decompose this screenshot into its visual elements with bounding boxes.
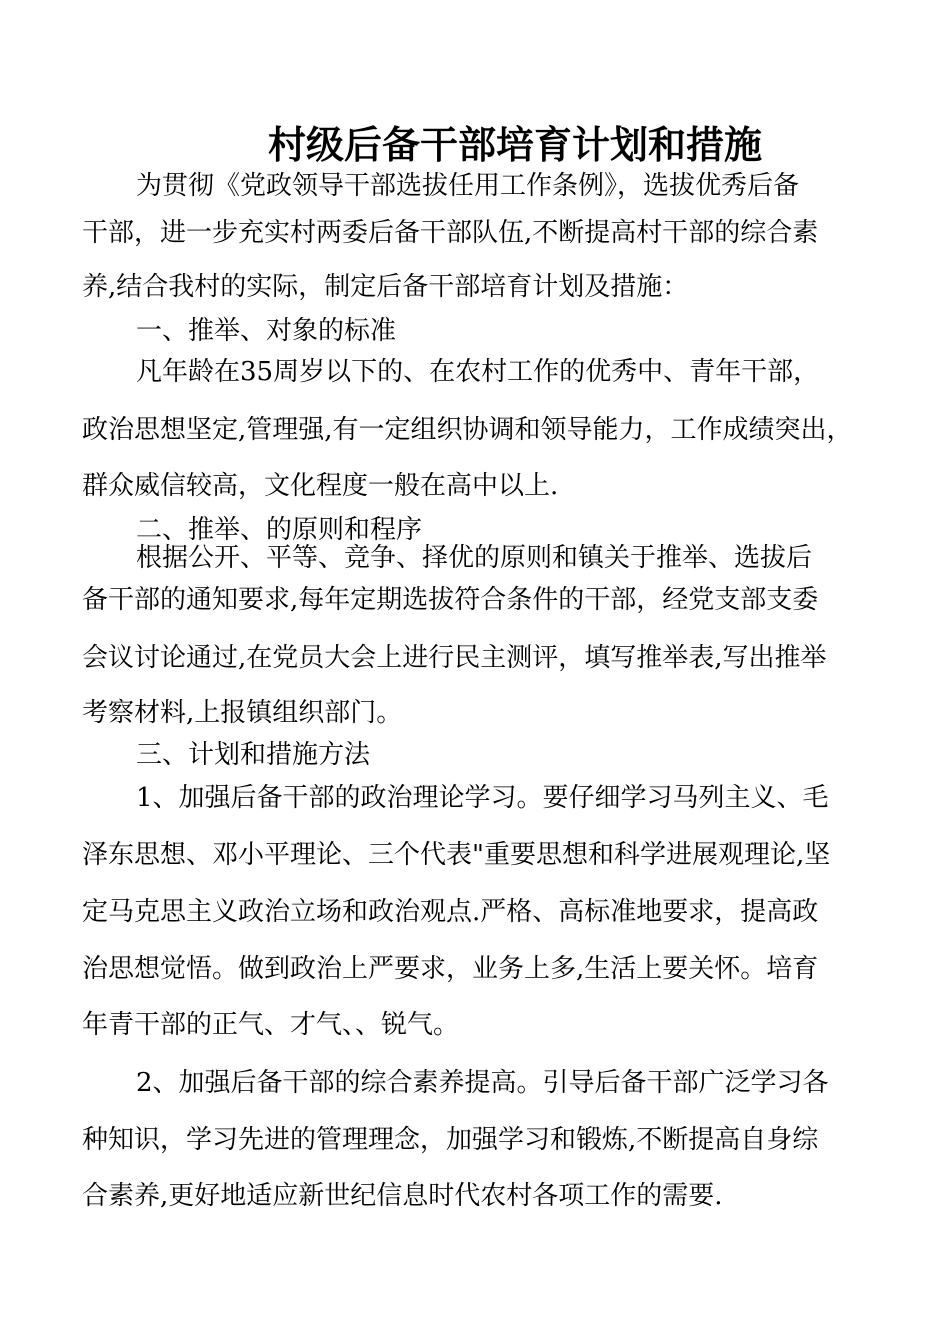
paragraph-line: 凡年龄在35周岁以下的、在农村工作的优秀中、青年干部，	[136, 357, 820, 387]
paragraph-line: 养,结合我村的实际，制定后备干部培育计划及措施：	[82, 272, 689, 302]
paragraph-line: 治思想觉悟。做到政治上严要求，业务上多,生活上要关怀。培育	[82, 954, 819, 984]
section-heading-1: 一、推举、对象的标准	[136, 316, 397, 346]
paragraph-line: 为贯彻《党政领导干部选拔任用工作条例》，选拔优秀后备	[136, 171, 800, 201]
paragraph-line: 种知识，学习先进的管理理念，加强学习和锻炼,不断提高自身综	[82, 1125, 819, 1155]
paragraph-line: 根据公开、平等、竞争、择优的原则和镇关于推举、选拔后	[136, 543, 813, 573]
paragraph-line: 2、加强后备干部的综合素养提高。引导后备干部广泛学习各	[136, 1068, 829, 1098]
section-heading-3: 三、计划和措施方法	[136, 740, 371, 770]
paragraph-line: 会议讨论通过,在党员大会上进行民主测评，填写推举表,写出推举	[82, 643, 827, 673]
paragraph-line: 泽东思想、邓小平理论、三个代表"重要思想和科学进展观理论,坚	[82, 840, 831, 870]
paragraph-line: 合素养,更好地适应新世纪信息时代农村各项工作的需要.	[82, 1181, 723, 1211]
paragraph-line: 群众威信较高，文化程度一般在高中以上.	[82, 471, 559, 501]
paragraph-line: 考察材料,上报镇组织部门。	[82, 698, 403, 728]
paragraph-line: 政治思想坚定,管理强,有一定组织协调和领导能力，工作成绩突出，	[82, 415, 853, 445]
paragraph-line: 干部，进一步充实村两委后备干部队伍,不断提高村干部的综合素	[82, 218, 819, 248]
paragraph-line: 备干部的通知要求,每年定期选拔符合条件的干部，经党支部支委	[82, 585, 819, 615]
paragraph-line: 1、加强后备干部的政治理论学习。要仔细学习马列主义、毛	[136, 783, 829, 813]
paragraph-line: 年青干部的正气、才气、、锐气。	[82, 1010, 460, 1040]
paragraph-line: 定马克思主义政治立场和政治观点.严格、高标准地要求，提高政	[82, 897, 819, 927]
section-heading-2: 二、推举、的原则和程序	[136, 515, 423, 545]
document-title: 村级后备干部培育计划和措施	[267, 123, 762, 167]
